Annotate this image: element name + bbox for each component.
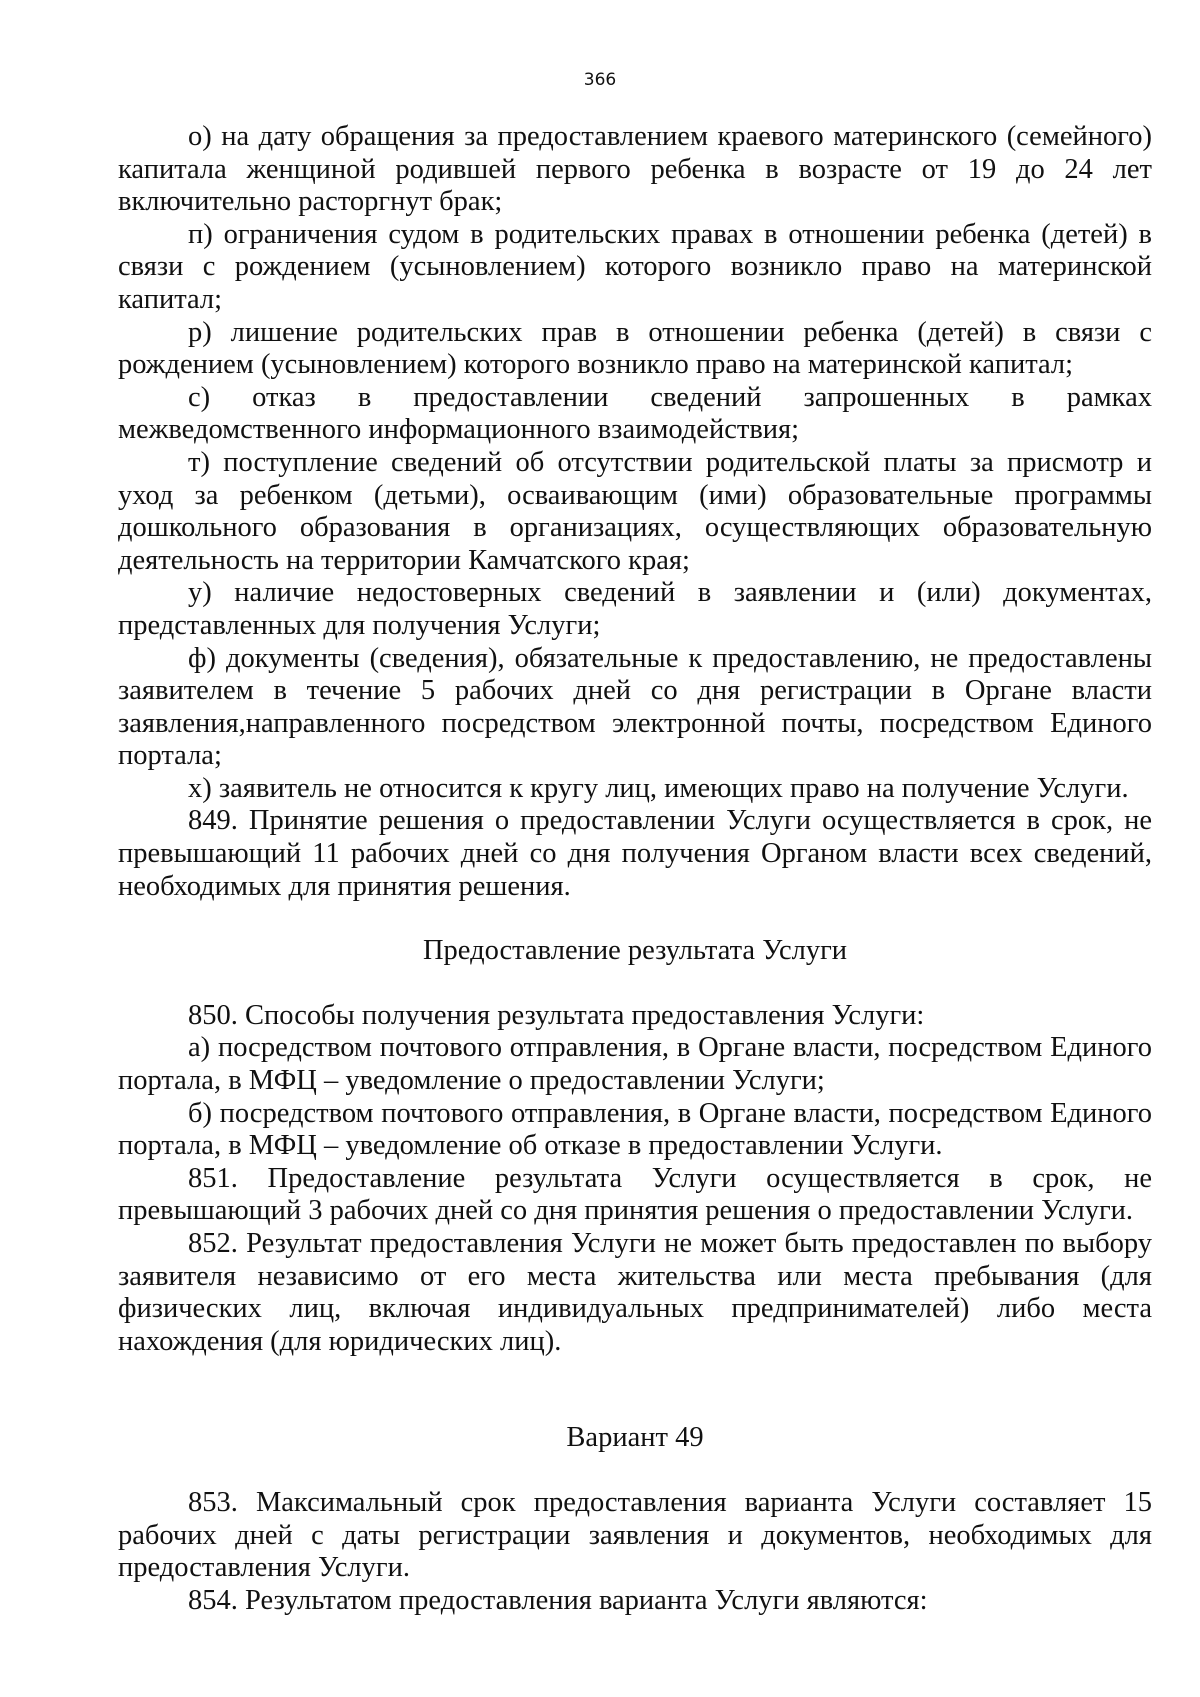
paragraph-item-o: о) на дату обращения за предоставлением краевого материнского (семейного) капитала женщиной родившей первого ребенка в возрасте от 19 до 24 лет включительно расторгнут брак; [118, 121, 1152, 218]
paragraph-853: 853. Максимальный срок предоставления варианта Услуги составляет 15 рабочих дней с даты регистрации заявления и документов, необходимых для предоставления Услуги. [118, 1486, 1152, 1584]
document-body [118, 121, 1152, 1617]
paragraph-851: 851. Предоставление результата Услуги осуществляется в срок, не превышающий 3 рабочих дней со дня принятия решения о предоставлении Услуги. [118, 1162, 1152, 1227]
paragraph-item-p: п) ограничения судом в родительских правах в отношении ребенка (детей) в связи с рождением (усыновлением) которого возникло право на материнской капитал; [118, 218, 1152, 315]
paragraph-item-t: т) поступление сведений об отсутствии родительской платы за присмотр и уход за ребенком (детьми), осваивающим (ими) образовательные программы дошкольного образования в организациях, осуществляющих образовательную деятельность на территории Камчатского края; [118, 446, 1152, 576]
paragraph-850-b: б) посредством почтового отправления, в Органе власти, посредством Единого портала, в МФЦ – уведомление об отказе в предоставлении Услуги. [118, 1097, 1152, 1162]
paragraph-item-h: х) заявитель не относится к кругу лиц, имеющих право на получение Услуги. [188, 772, 1129, 804]
paragraph-850-a: а) посредством почтового отправления, в Органе власти, посредством Единого портала, в МФЦ – уведомление о предоставлении Услуги; [118, 1032, 1152, 1097]
section-heading-variant: Вариант 49 [566, 1422, 704, 1454]
paragraph-849: 849. Принятие решения о предоставлении Услуги осуществляется в срок, не превышающий 11 рабочих дней со дня получения Органом власти всех сведений, необходимых для принятия решения. [118, 805, 1152, 902]
paragraph-852: 852. Результат предоставления Услуги не может быть предоставлен по выбору заявителя независимо от его места жительства или места пребывания (для физических лиц, включая индивидуальных предпринимателей) либо места нахождения (для юридических лиц). [118, 1228, 1152, 1357]
spacer [118, 1455, 1152, 1487]
spacer [118, 903, 1152, 935]
paragraph-item-u: у) наличие недостоверных сведений в заявлении и (или) документах, представленных для получения Услуги; [118, 577, 1152, 641]
paragraph-item-f: ф) документы (сведения), обязательные к предоставлению, не предоставлены заявителем в течение 5 рабочих дней со дня регистрации в Органе власти заявления,направленного посредством электронной почты, посредством Единого портала; [118, 642, 1152, 772]
paragraph-854: 854. Результатом предоставления варианта Услуги являются: [188, 1584, 928, 1616]
section-heading-result: Предоставление результата Услуги [422, 935, 848, 967]
paragraph-item-s: с) отказ в предоставлении сведений запрошенных в рамках межведомственного информационного взаимодействия; [118, 381, 1152, 446]
paragraph-item-r: р) лишение родительских прав в отношении ребенка (детей) в связи с рождением (усыновлением) которого возникло право на материнской капитал; [118, 316, 1152, 381]
paragraph-850: 850. Способы получения результата предоставления Услуги: [188, 999, 925, 1031]
page-number: 366 [583, 70, 617, 90]
spacer [118, 968, 1152, 1000]
spacer [118, 1358, 1152, 1422]
